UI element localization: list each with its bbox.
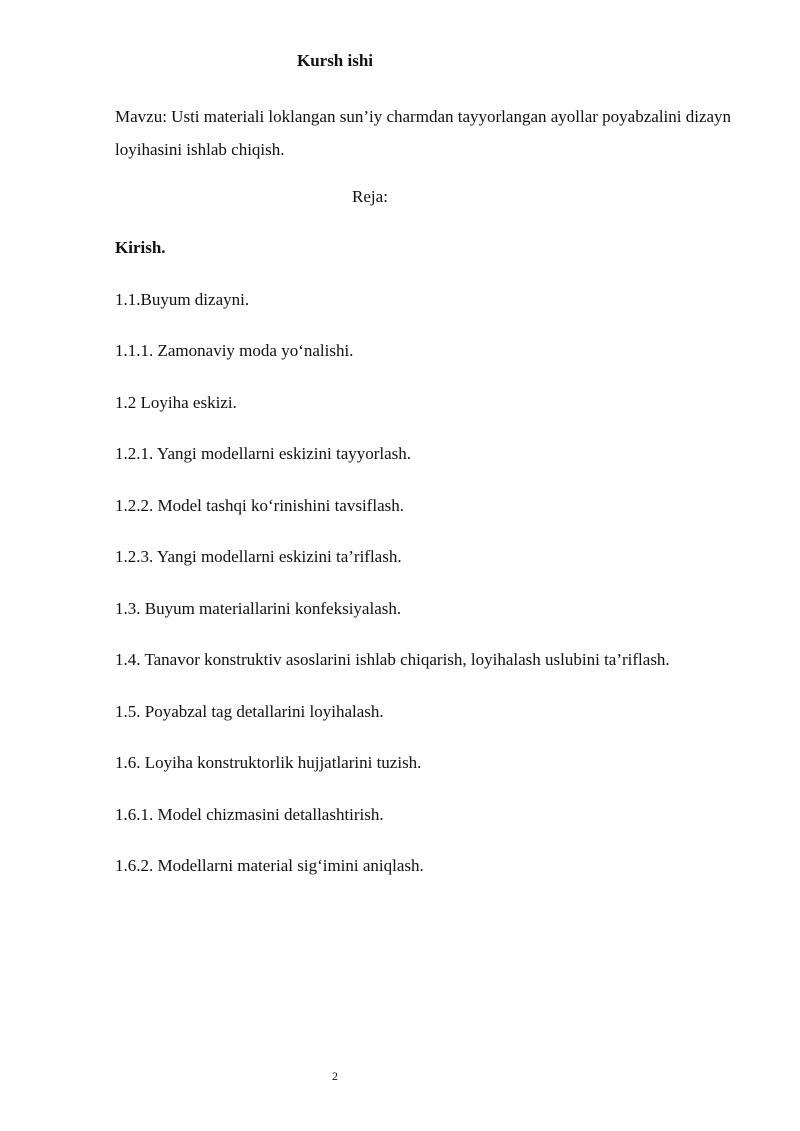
toc-item: 1.2.1. Yangi modellarni eskizini tayyorlash. — [115, 444, 412, 463]
toc-item: 1.1.Buyum dizayni. — [115, 289, 250, 309]
page-number: 2 — [332, 1069, 338, 1083]
document-title: Kursh ishi — [296, 51, 374, 70]
toc-item: 1.3. Buyum materiallarini konfeksiyalash. — [115, 598, 402, 618]
toc-item: 1.1.1. Zamonaviy moda yo‘nalishi. — [115, 341, 354, 360]
toc-item: 1.5. Poyabzal tag detallarini loyihalash. — [115, 701, 384, 721]
toc-item: 1.6.1. Model chizmasini detallashtirish. — [115, 804, 384, 824]
toc-item: 1.4. Tanavor konstruktiv asoslarini ishlab chiqarish, loyihalash uslubini ta’riflash. — [115, 650, 670, 669]
toc-item: Kirish. — [115, 238, 166, 257]
plan-heading: Reja: — [352, 187, 388, 206]
toc-item: 1.2.2. Model tashqi ko‘rinishini tavsiflash. — [115, 495, 404, 515]
toc-item: 1.6.2. Modellarni material sig‘imini aniqlash. — [115, 856, 424, 875]
table-of-contents — [115, 237, 775, 907]
document-topic: Mavzu: Usti materiali loklangan sun’iy charmdan tayyorlangan ayollar poyabzalini dizayn loyihasini ishlab chiqish. — [115, 107, 732, 159]
toc-item: 1.2 Loyiha eskizi. — [115, 392, 237, 412]
toc-item: 1.2.3. Yangi modellarni eskizini ta’riflash. — [115, 547, 402, 566]
toc-item: 1.6. Loyiha konstruktorlik hujjatlarini tuzish. — [115, 753, 422, 772]
